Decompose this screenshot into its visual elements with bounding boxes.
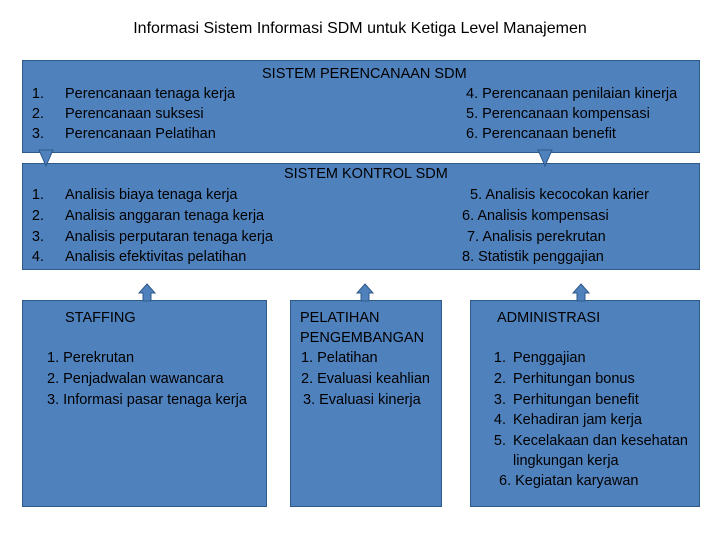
control-num-2: 2. bbox=[31, 208, 44, 224]
control-item-6: 6. Analisis kompensasi bbox=[462, 208, 609, 224]
control-item-2: Analisis anggaran tenaga kerja bbox=[65, 208, 265, 224]
training-item-3: 3. Evaluasi kinerja bbox=[303, 392, 421, 408]
control-num-4: 4. bbox=[31, 249, 44, 265]
planning-item-4: 4. Perencanaan penilaian kinerja bbox=[466, 86, 678, 102]
planning-item-1: Perencanaan tenaga kerja bbox=[65, 86, 236, 102]
arrow-administration-up bbox=[573, 284, 589, 301]
staffing-item-1: 1. Perekrutan bbox=[47, 350, 135, 366]
control-item-5: 5. Analisis kecocokan karier bbox=[470, 187, 649, 203]
administration-num-4: 4. bbox=[493, 412, 506, 428]
control-num-1: 1. bbox=[31, 187, 44, 203]
arrow-planning-right bbox=[538, 150, 552, 166]
administration-item-1: Penggajian bbox=[513, 350, 586, 366]
control-item-3: Analisis perputaran tenaga kerja bbox=[65, 229, 273, 245]
control-item-7: 7. Analisis perekrutan bbox=[467, 229, 606, 245]
staffing-item-2: 2. Penjadwalan wawancara bbox=[47, 371, 224, 387]
planning-num-2: 2. bbox=[31, 106, 44, 122]
control-item-1: Analisis biaya tenaga kerja bbox=[65, 187, 238, 203]
administration-num-5: 5. bbox=[493, 433, 506, 449]
planning-heading: SISTEM PERENCANAAN SDM bbox=[262, 66, 467, 82]
administration-item-4: Kehadiran jam kerja bbox=[513, 412, 642, 428]
administration-item-5-continued: lingkungan kerja bbox=[513, 453, 619, 469]
administration-item-2: Perhitungan bonus bbox=[513, 371, 635, 387]
arrow-staffing-up bbox=[139, 284, 155, 301]
administration-item-6: 6. Kegiatan karyawan bbox=[499, 473, 639, 489]
administration-heading: ADMINISTRASI bbox=[497, 310, 601, 326]
planning-item-2: Perencanaan suksesi bbox=[65, 106, 204, 122]
administration-num-2: 2. bbox=[493, 371, 506, 387]
control-num-3: 3. bbox=[31, 229, 44, 245]
administration-num-3: 3. bbox=[493, 392, 506, 408]
diagram-title: Informasi Sistem Informasi SDM untuk Ketiga Level Manajemen bbox=[133, 20, 587, 37]
control-heading: SISTEM KONTROL SDM bbox=[284, 166, 448, 182]
planning-num-1: 1. bbox=[31, 86, 44, 102]
control-item-4: Analisis efektivitas pelatihan bbox=[65, 249, 247, 265]
training-item-2: 2. Evaluasi keahlian bbox=[301, 371, 430, 387]
training-heading-line-1: PELATIHAN bbox=[300, 310, 380, 326]
training-item-1: 1. Pelatihan bbox=[301, 350, 378, 366]
control-item-8: 8. Statistik penggajian bbox=[462, 249, 604, 265]
arrow-training-up bbox=[357, 284, 373, 301]
administration-item-3: Perhitungan benefit bbox=[513, 392, 639, 408]
administration-num-1: 1. bbox=[493, 350, 506, 366]
administration-item-5: Kecelakaan dan kesehatan bbox=[513, 433, 688, 449]
planning-item-6: 6. Perencanaan benefit bbox=[466, 126, 616, 142]
staffing-heading: STAFFING bbox=[65, 310, 136, 326]
staffing-item-3: 3. Informasi pasar tenaga kerja bbox=[47, 392, 247, 408]
planning-num-3: 3. bbox=[31, 126, 44, 142]
planning-item-5: 5. Perencanaan kompensasi bbox=[466, 106, 650, 122]
planning-item-3: Perencanaan Pelatihan bbox=[65, 126, 216, 142]
arrow-planning-left bbox=[39, 150, 53, 166]
training-heading-line-2: PENGEMBANGAN bbox=[300, 330, 425, 346]
